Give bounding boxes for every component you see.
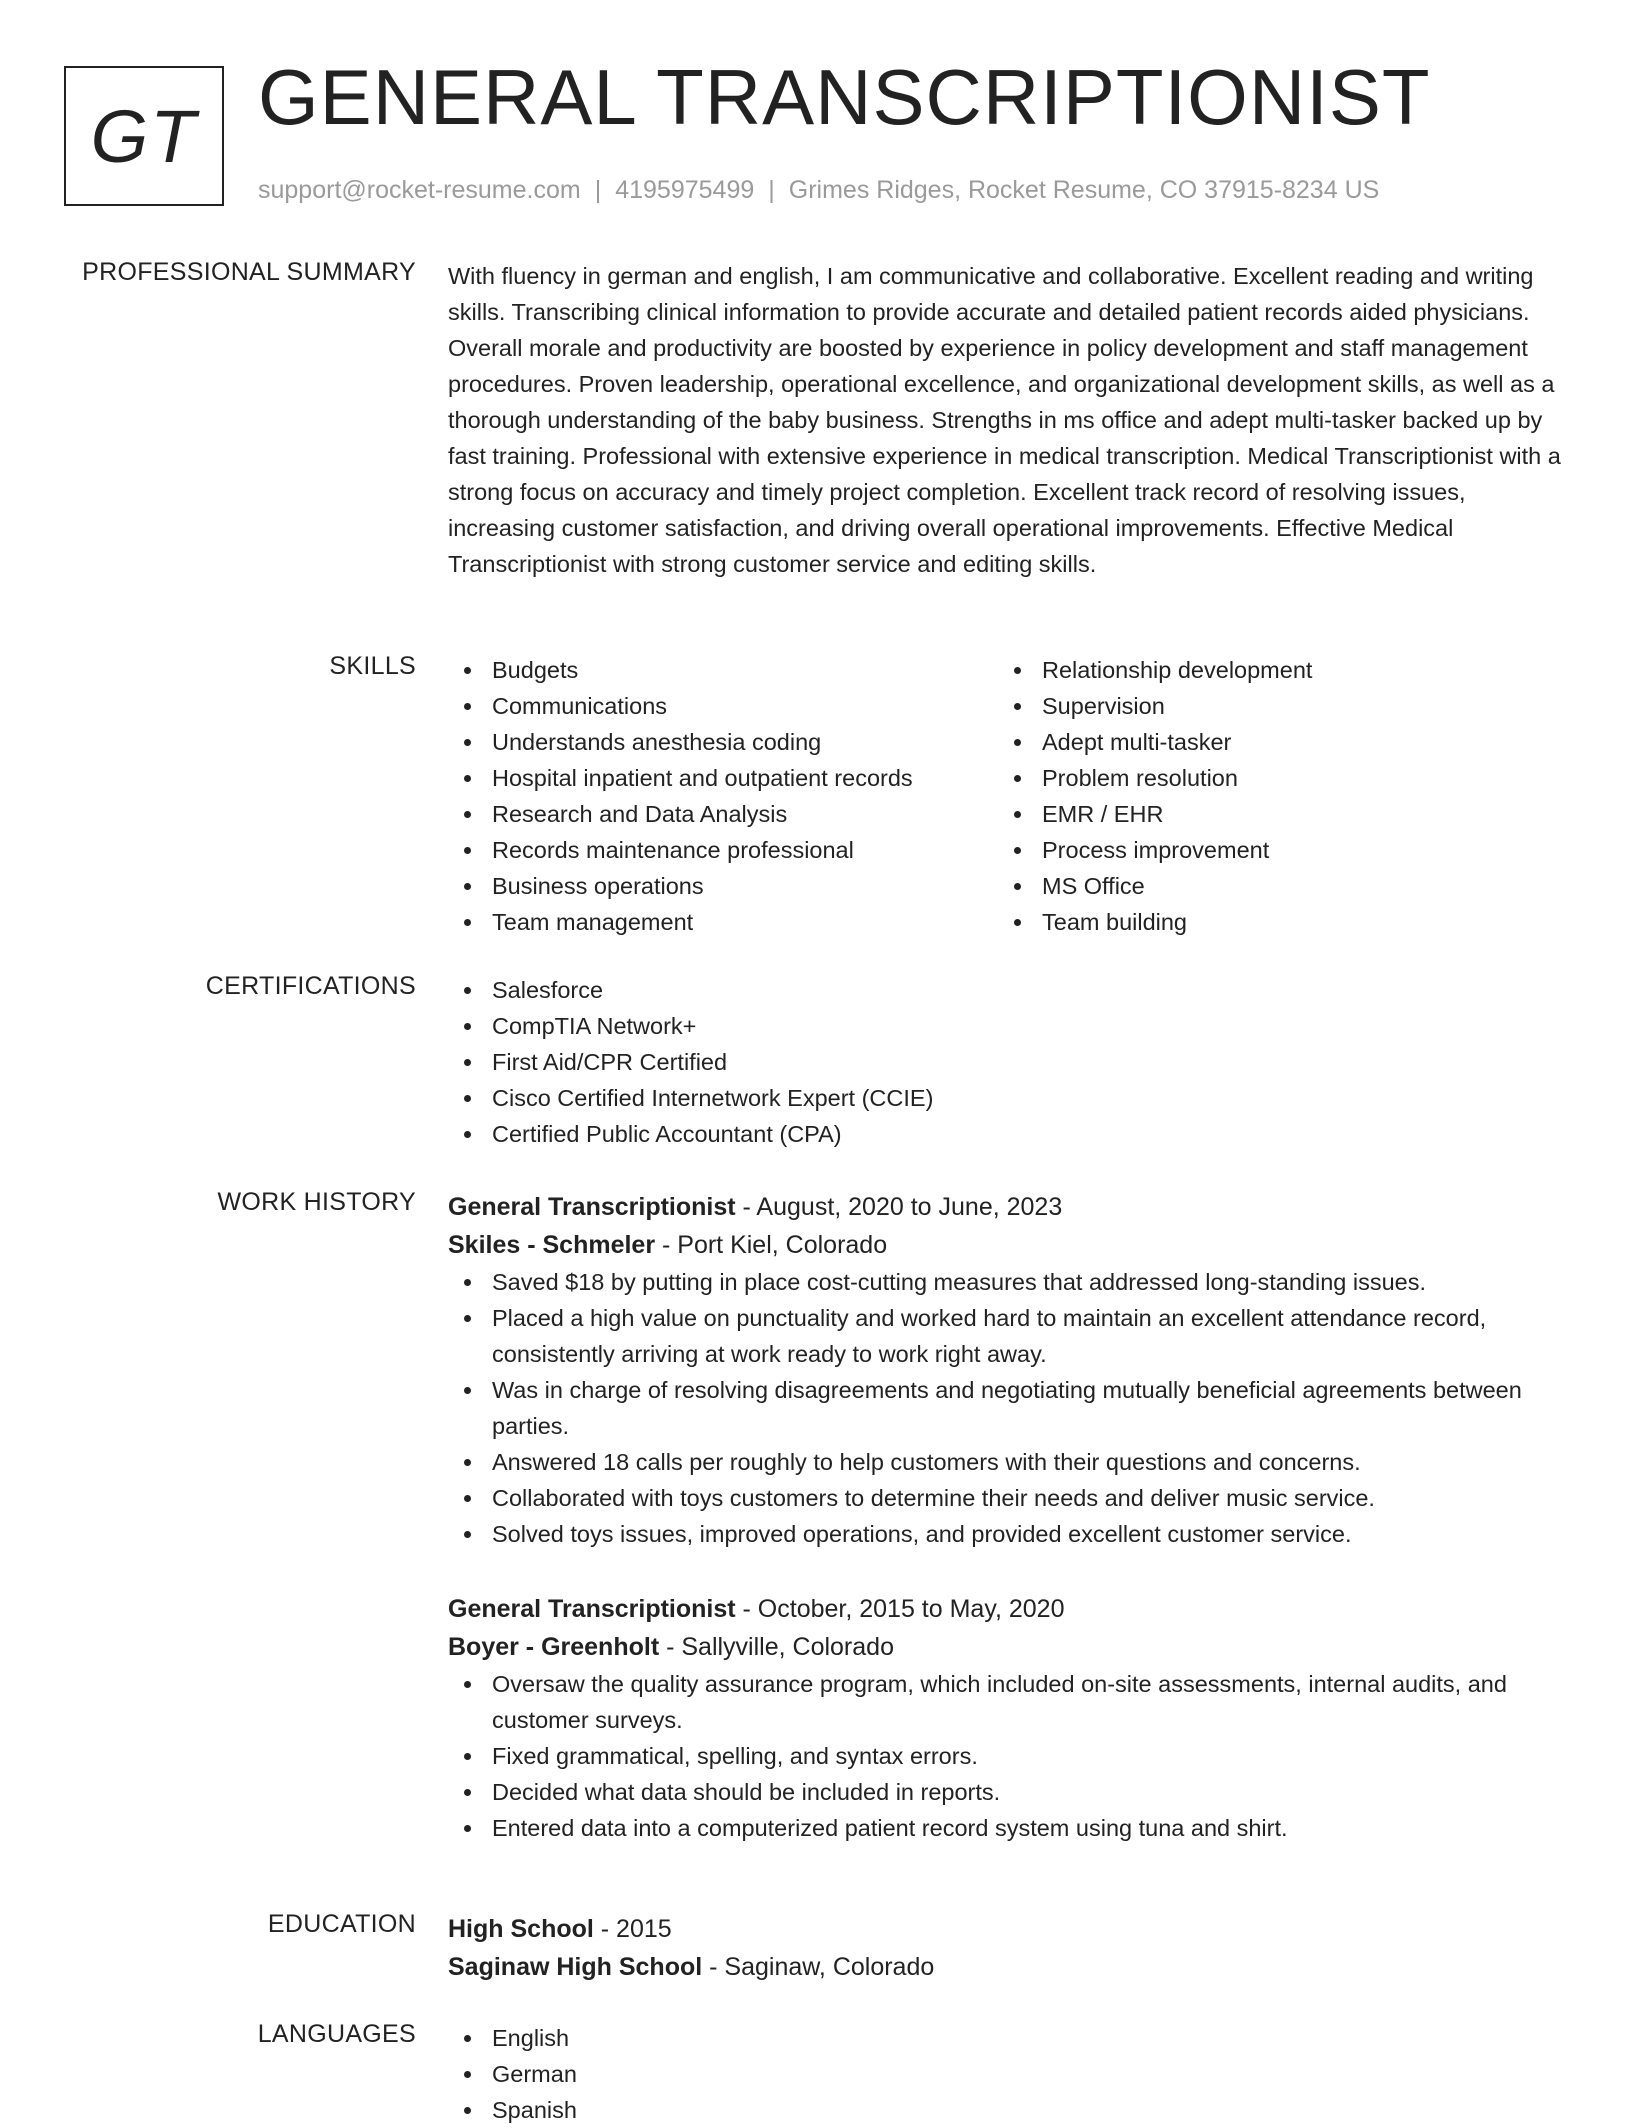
section-label-education: EDUCATION — [267, 1910, 416, 1938]
job-bullet: Placed a high value on punctuality and worked hard to maintain an excellent attendance record, consistently arriving at work ready to work right away. — [448, 1300, 1568, 1372]
skill-item: Problem resolution — [998, 760, 1548, 796]
education-year: - 2015 — [593, 1915, 672, 1943]
job-bullet: Collaborated with toys customers to determine their needs and deliver music service. — [448, 1480, 1568, 1516]
education-degree: High School — [448, 1915, 594, 1943]
skill-item: Business operations — [448, 868, 998, 904]
job-entry — [448, 1590, 1568, 1846]
job-dates: - August, 2020 to June, 2023 — [735, 1193, 1063, 1221]
monogram-badge: GT — [64, 66, 224, 206]
skill-item: Understands anesthesia coding — [448, 724, 998, 760]
skill-item: Process improvement — [998, 832, 1548, 868]
skill-item: Relationship development — [998, 652, 1548, 688]
contact-address: Grimes Ridges, Rocket Resume, CO 37915-8234 US — [788, 176, 1380, 204]
job-company: Boyer - Greenholt — [448, 1633, 660, 1661]
job-bullet: Answered 18 calls per roughly to help customers with their questions and concerns. — [448, 1444, 1568, 1480]
language-item: Spanish — [448, 2092, 1568, 2128]
job-entry — [448, 1188, 1568, 1552]
certification-item: Cisco Certified Internetwork Expert (CCIE) — [448, 1080, 1568, 1116]
job-title-line — [448, 1590, 1568, 1628]
contact-email: support@rocket-resume.com — [258, 176, 581, 204]
skill-item: EMR / EHR — [998, 796, 1548, 832]
section-label-languages: LANGUAGES — [257, 2020, 416, 2048]
education-degree-line — [448, 1910, 1568, 1948]
contact-separator: | — [768, 176, 775, 204]
job-company: Skiles - Schmeler — [448, 1231, 656, 1259]
section-label-skills: SKILLS — [329, 652, 416, 680]
summary-content — [448, 258, 1568, 582]
skill-item: Budgets — [448, 652, 998, 688]
job-bullet: Was in charge of resolving disagreements and negotiating mutually beneficial agreements between parties. — [448, 1372, 1568, 1444]
job-dates: - October, 2015 to May, 2020 — [735, 1595, 1065, 1623]
skill-item: Team management — [448, 904, 998, 940]
skill-item: Records maintenance professional — [448, 832, 998, 868]
section-label-certifications: CERTIFICATIONS — [205, 972, 416, 1000]
job-bullet: Fixed grammatical, spelling, and syntax errors. — [448, 1738, 1568, 1774]
job-bullet: Solved toys issues, improved operations, and provided excellent customer service. — [448, 1516, 1568, 1552]
job-location: - Sallyville, Colorado — [659, 1633, 894, 1661]
language-item: German — [448, 2056, 1568, 2092]
skill-item: Team building — [998, 904, 1548, 940]
skills-columns — [448, 652, 1568, 940]
contact-separator: | — [594, 176, 602, 204]
job-bullets — [448, 1666, 1568, 1846]
job-company-line — [448, 1226, 1568, 1264]
education-location: - Saginaw, Colorado — [702, 1953, 935, 1981]
job-company-line — [448, 1628, 1568, 1666]
job-title-line — [448, 1188, 1568, 1226]
section-label-summary: PROFESSIONAL SUMMARY — [82, 258, 416, 286]
certification-item: Salesforce — [448, 972, 1568, 1008]
job-bullet: Oversaw the quality assurance program, which included on-site assessments, internal audits, and customer surveys. — [448, 1666, 1568, 1738]
language-item: English — [448, 2020, 1568, 2056]
skill-item: Communications — [448, 688, 998, 724]
skill-item: MS Office — [998, 868, 1548, 904]
certifications-list — [448, 972, 1568, 1152]
skills-list-right — [998, 652, 1548, 940]
education-school-line — [448, 1948, 1568, 1986]
skill-item: Research and Data Analysis — [448, 796, 998, 832]
summary-text: With fluency in german and english, I am communicative and collaborative. Excellent reading and writing skills. Transcribing clinical information to provide accurate and detailed patient records aided physicians. Overall morale and productivity are boosted by experience in policy development and staff management procedures. Proven leadership, operational excellence, and organizational development skills, as well as a thorough understanding of the baby business. Strengths in ms office and adept multi-tasker backed up by fast training. Professional with extensive experience in medical transcription. Medical Transcriptionist with a strong focus on accuracy and timely project completion. Excellent track record of resolving issues, increasing customer satisfaction, and driving overall operational improvements. Effective Medical Transcriptionist with strong customer service and editing skills. — [448, 263, 1561, 577]
certification-item: CompTIA Network+ — [448, 1008, 1568, 1044]
job-bullet: Decided what data should be included in reports. — [448, 1774, 1568, 1810]
skills-list-left — [448, 652, 998, 940]
job-title: General Transcriptionist — [448, 1193, 736, 1221]
candidate-name: GENERAL TRANSCRIPTIONIST — [258, 53, 1431, 141]
job-bullet: Saved $18 by putting in place cost-cutting measures that addressed long-standing issues. — [448, 1264, 1568, 1300]
skill-item: Hospital inpatient and outpatient records — [448, 760, 998, 796]
certification-item: First Aid/CPR Certified — [448, 1044, 1568, 1080]
certifications-content — [448, 972, 1568, 1152]
section-label-work-history: WORK HISTORY — [217, 1188, 416, 1216]
education-school: Saginaw High School — [448, 1953, 703, 1981]
education-content — [448, 1910, 1568, 1986]
skill-item: Adept multi-tasker — [998, 724, 1548, 760]
job-bullet: Entered data into a computerized patient record system using tuna and shirt. — [448, 1810, 1568, 1846]
job-title: General Transcriptionist — [448, 1595, 736, 1623]
contact-line — [258, 176, 1379, 205]
certification-item: Certified Public Accountant (CPA) — [448, 1116, 1568, 1152]
skill-item: Supervision — [998, 688, 1548, 724]
job-location: - Port Kiel, Colorado — [655, 1231, 888, 1259]
contact-phone: 4195975499 — [615, 176, 755, 204]
job-bullets — [448, 1264, 1568, 1552]
work-history-content — [448, 1188, 1568, 1846]
